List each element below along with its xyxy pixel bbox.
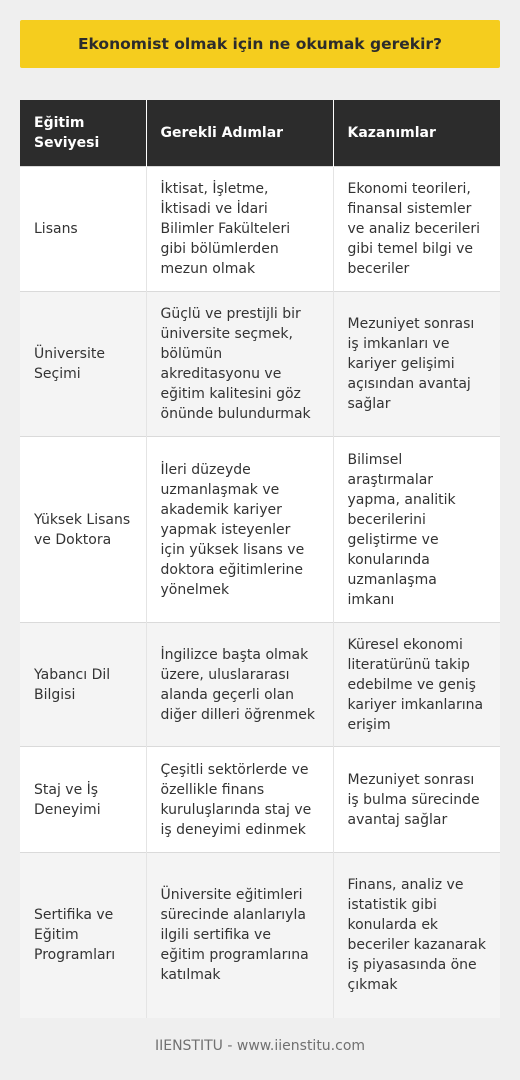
cell-steps: Güçlü ve prestijli bir üniversite seçmek, bölümün akreditasyonu ve eğitim kalitesini göz önünde bulundurmak (146, 292, 333, 437)
cell-gains: Ekonomi teorileri, finansal sistemler ve analiz becerileri gibi temel bilgi ve beceriler (333, 167, 500, 292)
cell-gains: Küresel ekonomi literatürünü takip edebilme ve geniş kariyer imkanlarına erişim (333, 623, 500, 747)
education-table (20, 100, 500, 1018)
table-row (20, 853, 500, 1018)
cell-level: Lisans (20, 167, 146, 292)
cell-level: Yüksek Lisans ve Doktora (20, 437, 146, 623)
table-row (20, 167, 500, 292)
page-title: Ekonomist olmak için ne okumak gerekir? (77, 35, 443, 53)
cell-level: Üniversite Seçimi (20, 292, 146, 437)
footer-credit: IIENSTITU - www.iienstitu.com (154, 1038, 366, 1054)
column-header-steps: Gerekli Adımlar (146, 100, 333, 167)
cell-gains: Bilimsel araştırmalar yapma, analitik becerilerini geliştirme ve konularında uzmanlaşma imkanı (333, 437, 500, 623)
cell-level: Staj ve İş Deneyimi (20, 747, 146, 853)
table-row (20, 437, 500, 623)
table-row (20, 292, 500, 437)
cell-level: Sertifika ve Eğitim Programları (20, 853, 146, 1018)
cell-gains: Finans, analiz ve istatistik gibi konularda ek beceriler kazanarak iş piyasasında öne çıkmak (333, 853, 500, 1018)
table-header-row (20, 100, 500, 167)
column-header-gains: Kazanımlar (333, 100, 500, 167)
cell-steps: İngilizce başta olmak üzere, uluslararası alanda geçerli olan diğer dilleri öğrenmek (146, 623, 333, 747)
table-row (20, 747, 500, 853)
cell-steps: İleri düzeyde uzmanlaşmak ve akademik kariyer yapmak isteyenler için yüksek lisans ve doktora eğitimlerine yönelmek (146, 437, 333, 623)
cell-steps: İktisat, İşletme, İktisadi ve İdari Bilimler Fakülteleri gibi bölümlerden mezun olmak (146, 167, 333, 292)
cell-gains: Mezuniyet sonrası iş bulma sürecinde avantaj sağlar (333, 747, 500, 853)
cell-steps: Üniversite eğitimleri sürecinde alanlarıyla ilgili sertifika ve eğitim programlarına katılmak (146, 853, 333, 1018)
page-title-banner (20, 20, 500, 68)
cell-level: Yabancı Dil Bilgisi (20, 623, 146, 747)
cell-steps: Çeşitli sektörlerde ve özellikle finans kuruluşlarında staj ve iş deneyimi edinmek (146, 747, 333, 853)
table-row (20, 623, 500, 747)
cell-gains: Mezuniyet sonrası iş imkanları ve kariyer gelişimi açısından avantaj sağlar (333, 292, 500, 437)
column-header-level: Eğitim Seviyesi (20, 100, 146, 167)
